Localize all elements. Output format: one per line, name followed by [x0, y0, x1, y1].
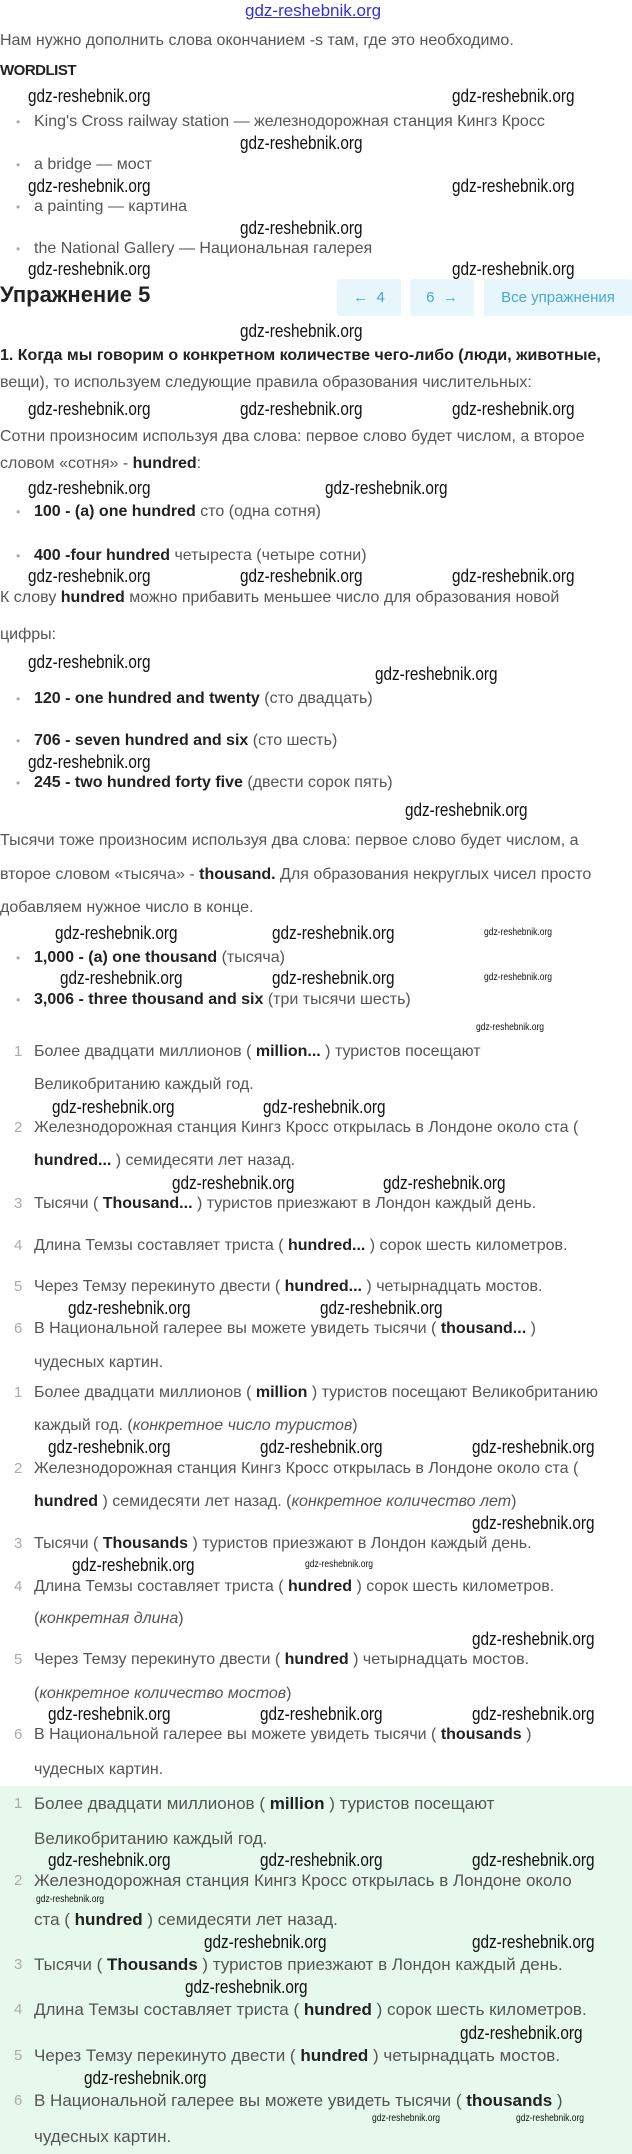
theory-text: Тысячи тоже произносим используя два слова: первое слово будет числом, а — [0, 832, 579, 849]
explained-continuation — [34, 1492, 516, 1512]
wordlist-item-text: a bridge — мост — [34, 156, 152, 173]
watermark: gdz-reshebnik.org — [28, 652, 151, 672]
bullet-icon: • — [16, 776, 21, 790]
watermark: gdz-reshebnik.org — [405, 800, 528, 820]
watermark: gdz-reshebnik.org — [320, 1298, 443, 1318]
t: thousand. — [199, 866, 276, 883]
watermark: gdz-reshebnik.org — [52, 1097, 175, 1117]
answer-item — [14, 1955, 563, 1975]
prev-label: 4 — [376, 289, 385, 306]
watermark: gdz-reshebnik.org — [260, 1437, 383, 1457]
t: Через Темзу перекинуто двести ( — [34, 2046, 301, 2065]
item-number: 1 — [14, 1384, 23, 1401]
t: Железнодорожная станция Кингз Кросс открылась в Лондоне около ста ( — [34, 1460, 579, 1477]
bullet-icon: • — [16, 549, 21, 563]
t: ) семидесяти лет назад. ( — [98, 1493, 292, 1510]
answer-word: thousands — [440, 1726, 522, 1743]
t: Тысячи ( — [34, 1195, 103, 1212]
example-item — [16, 990, 411, 1010]
t: Длина Темзы составляет триста ( — [34, 2000, 304, 2019]
theory-text — [0, 588, 559, 608]
t: Тысячи ( — [34, 1535, 103, 1552]
t: 120 - one hundred and twenty — [34, 690, 260, 707]
wordlist-item — [16, 155, 152, 175]
t: ) туристов приезжают в Лондон каждый день. — [192, 1195, 537, 1212]
watermark: gdz-reshebnik.org — [240, 566, 363, 586]
t: В Национальной галерее вы можете увидеть тысячи ( — [34, 1726, 441, 1743]
t: (сто двадцать) — [259, 690, 373, 707]
item-number: 5 — [14, 1651, 23, 1668]
t: Более двадцати миллионов ( — [34, 1384, 256, 1401]
wordlist-item-text: a painting — картина — [34, 198, 188, 215]
theory-text: вещи), то используем следующие правила образования числительных: — [0, 374, 532, 391]
answer-word: hundred — [300, 2046, 369, 2065]
item-number: 4 — [14, 1578, 23, 1595]
explained-item — [14, 1577, 555, 1597]
t: ) туристов приезжают в Лондон каждый день. — [197, 1955, 563, 1974]
t: Для образования некруглых чисел просто — [275, 866, 592, 883]
bullet-icon: • — [16, 993, 21, 1007]
t: Более двадцати миллионов ( — [34, 1794, 270, 1813]
t: ) четырнадцать мостов. — [368, 2046, 561, 2065]
watermark: gdz-reshebnik.org — [472, 1629, 595, 1649]
t: Длина Темзы составляет триста ( — [34, 1578, 288, 1595]
item-number: 2 — [14, 1460, 23, 1477]
watermark: gdz-reshebnik.org — [472, 1932, 595, 1952]
watermark: gdz-reshebnik.org — [172, 1173, 295, 1193]
t: ) сорок шесть километров. — [352, 1578, 555, 1595]
next-label: 6 — [426, 289, 435, 306]
bullet-icon: • — [16, 692, 21, 706]
answer-item — [14, 2000, 587, 2020]
prev-exercise-button[interactable] — [337, 279, 401, 316]
watermark: gdz-reshebnik.org — [48, 1704, 171, 1724]
watermark: gdz-reshebnik.org — [325, 478, 448, 498]
watermark: gdz-reshebnik.org — [55, 923, 178, 943]
item-number: 6 — [14, 1320, 23, 1337]
t: ( — [34, 1685, 40, 1702]
example-item — [16, 773, 393, 793]
wordlist-item — [16, 197, 188, 217]
explained-item — [14, 1534, 532, 1554]
item-number: 5 — [14, 1278, 23, 1295]
answer-word: thousands — [466, 2091, 553, 2110]
answer-word: Thousands — [102, 1535, 189, 1552]
watermark: gdz-reshebnik.org — [472, 1513, 595, 1533]
t: hundred — [60, 589, 125, 606]
site-watermark-link[interactable]: gdz-reshebnik.org — [245, 1, 382, 20]
watermark: gdz-reshebnik.org — [476, 1022, 545, 1033]
watermark: gdz-reshebnik.org — [28, 259, 151, 279]
watermark: gdz-reshebnik.org — [472, 1850, 595, 1870]
watermark: gdz-reshebnik.org — [72, 1555, 195, 1575]
t: ) — [552, 2091, 563, 2110]
bullet-icon: • — [16, 115, 21, 129]
watermark: gdz-reshebnik.org — [240, 133, 363, 153]
t: ) — [178, 1610, 184, 1627]
watermark: gdz-reshebnik.org — [372, 2113, 441, 2124]
theory-text — [0, 454, 201, 474]
answer-word: thousand... — [440, 1320, 527, 1337]
watermark: gdz-reshebnik.org — [28, 176, 151, 196]
t: каждый год. ( — [34, 1417, 133, 1434]
t: (сто шесть) — [248, 732, 338, 749]
watermark: gdz-reshebnik.org — [48, 1850, 171, 1870]
bullet-icon: • — [16, 158, 21, 172]
note: конкретное количество мостов — [39, 1685, 287, 1702]
t: hundred — [132, 455, 197, 472]
answer-item — [14, 2091, 563, 2111]
theory-text: добавляем нужное число в конце. — [0, 899, 254, 916]
task-continuation — [34, 1151, 295, 1171]
t: ) туристов посещают Великобританию — [307, 1384, 598, 1401]
task-continuation: чудесных картин. — [34, 1354, 164, 1371]
watermark: gdz-reshebnik.org — [263, 1097, 386, 1117]
t: словом «сотня» - — [0, 455, 133, 472]
answer-continuation: чудесных картин. — [34, 2127, 172, 2146]
exercise-title: Упражнение 5 — [0, 282, 151, 307]
item-number: 5 — [14, 2047, 23, 2064]
bullet-icon: • — [16, 242, 21, 256]
wordlist-item-text: the National Gallery — Национальная галерея — [34, 240, 373, 257]
t: четыреста (четыре сотни) — [170, 547, 367, 564]
item-number: 3 — [14, 1195, 23, 1212]
intro-text: Нам нужно дополнить слова окончанием -s там, где это необходимо. — [0, 32, 514, 49]
t: ) четырнадцать мостов. — [361, 1278, 543, 1295]
answer-continuation — [34, 1910, 338, 1930]
t: ) четырнадцать мостов. — [348, 1651, 530, 1668]
watermark: gdz-reshebnik.org — [28, 478, 151, 498]
t: ) — [286, 1685, 292, 1702]
bullet-icon: • — [16, 505, 21, 519]
explained-continuation — [34, 1416, 358, 1436]
answer-word: million... — [255, 1043, 321, 1060]
t: ) семидесяти лет назад. — [111, 1152, 296, 1169]
watermark: gdz-reshebnik.org — [452, 176, 575, 196]
watermark: gdz-reshebnik.org — [452, 259, 575, 279]
watermark: gdz-reshebnik.org — [68, 1298, 191, 1318]
watermark: gdz-reshebnik.org — [204, 1932, 327, 1952]
item-number: 1 — [14, 1043, 23, 1060]
watermark: gdz-reshebnik.org — [516, 2113, 585, 2124]
answer-word: Thousands — [107, 1955, 198, 1974]
t: К слову — [0, 589, 61, 606]
t: 1,000 - (a) one thousand — [34, 949, 218, 966]
watermark: gdz-reshebnik.org — [240, 321, 363, 341]
explained-item — [14, 1459, 579, 1479]
theory-p1: 1. Когда мы говорим о конкретном количестве чего-либо (люди, животные, — [0, 347, 601, 364]
task-item — [14, 1236, 568, 1256]
t: Железнодорожная станция Кингз Кросс открылась в Лондоне около — [34, 1871, 572, 1890]
t: В Национальной галерее вы можете увидеть тысячи ( — [34, 2091, 467, 2110]
answer-word: hundred — [303, 2000, 372, 2019]
t: (тысяча) — [217, 949, 285, 966]
answer-item — [14, 1871, 572, 1891]
task-item — [14, 1319, 536, 1339]
theory-text — [0, 346, 601, 366]
watermark: gdz-reshebnik.org — [460, 2023, 583, 2043]
watermark: gdz-reshebnik.org — [36, 1894, 105, 1905]
answer-word: hundred... — [34, 1152, 112, 1169]
note: конкретное число туристов — [132, 1417, 353, 1434]
t: 3,006 - three thousand and six — [34, 991, 264, 1008]
item-number: 2 — [14, 1119, 23, 1136]
answer-word: hundred... — [284, 1278, 362, 1295]
watermark: gdz-reshebnik.org — [28, 752, 151, 772]
wordlist-item-text: King's Cross railway station — железнодорожная станция Кингз Кросс — [34, 113, 545, 130]
t: 706 - seven hundred and six — [34, 732, 249, 749]
t: ста ( — [34, 1910, 75, 1929]
answer-word: million — [255, 1384, 308, 1401]
watermark: gdz-reshebnik.org — [48, 1437, 171, 1457]
watermark: gdz-reshebnik.org — [240, 218, 363, 238]
example-item — [16, 731, 338, 751]
watermark: gdz-reshebnik.org — [452, 566, 575, 586]
t: ) — [352, 1417, 358, 1434]
theory-text: цифры: — [0, 626, 57, 643]
answer-word: hundred — [288, 1578, 352, 1595]
item-number: 6 — [14, 1726, 23, 1743]
bullet-icon: • — [16, 734, 21, 748]
answer-continuation: Великобританию каждый год. — [34, 1829, 268, 1848]
task-continuation: Великобританию каждый год. — [34, 1076, 254, 1093]
t: ) семидесяти лет назад. — [142, 1910, 338, 1929]
watermark: gdz-reshebnik.org — [484, 972, 553, 983]
task-item — [14, 1277, 543, 1297]
explained-continuation — [34, 1609, 184, 1629]
example-item — [16, 948, 285, 968]
answer-item — [14, 2046, 561, 2066]
item-number: 1 — [14, 1795, 23, 1812]
t: сто (одна сотня) — [195, 503, 322, 520]
arrow-left-icon: ← — [353, 289, 377, 306]
watermark: gdz-reshebnik.org — [240, 399, 363, 419]
t: ) — [526, 1320, 536, 1337]
t: ) — [521, 1726, 532, 1743]
note: конкретное количество лет — [291, 1493, 512, 1510]
next-exercise-button[interactable] — [410, 279, 474, 316]
watermark: gdz-reshebnik.org — [452, 86, 575, 106]
watermark: gdz-reshebnik.org — [272, 968, 395, 988]
t: Железнодорожная станция Кингз Кросс открылась в Лондоне около ста ( — [34, 1119, 579, 1136]
wordlist-item — [16, 112, 545, 132]
t: ) туристов посещают — [324, 1794, 495, 1813]
item-number: 4 — [14, 2001, 23, 2018]
watermark: gdz-reshebnik.org — [383, 1173, 506, 1193]
t: Более двадцати миллионов ( — [34, 1043, 256, 1060]
t: ( — [34, 1610, 40, 1627]
watermark: gdz-reshebnik.org — [472, 1437, 595, 1457]
t: (двести сорок пять) — [242, 774, 393, 791]
example-item — [16, 689, 373, 709]
explained-item — [14, 1650, 530, 1670]
watermark: gdz-reshebnik.org — [260, 1850, 383, 1870]
watermark: gdz-reshebnik.org — [260, 1704, 383, 1724]
theory-text: Сотни произносим используя два слова: первое слово будет числом, а второе — [0, 428, 585, 445]
answer-word: hundred — [284, 1651, 349, 1668]
explained-continuation — [34, 1684, 291, 1704]
task-item — [14, 1042, 481, 1062]
item-number: 6 — [14, 2092, 23, 2109]
watermark: gdz-reshebnik.org — [60, 968, 183, 988]
t: В Национальной галерее вы можете увидеть тысячи ( — [34, 1320, 441, 1337]
t: Через Темзу перекинуто двести ( — [34, 1651, 285, 1668]
answer-word: hundred... — [288, 1237, 366, 1254]
t: 400 -four hundred — [34, 547, 171, 564]
item-number: 2 — [14, 1872, 23, 1889]
watermark: gdz-reshebnik.org — [272, 923, 395, 943]
item-number: 3 — [14, 1956, 23, 1973]
t: : — [196, 455, 202, 472]
answer-item — [14, 1794, 495, 1814]
theory-text — [0, 865, 591, 885]
watermark: gdz-reshebnik.org — [185, 1977, 308, 1997]
explained-continuation: чудесных картин. — [34, 1761, 164, 1778]
explained-item — [14, 1383, 598, 1403]
all-exercises-button[interactable] — [484, 279, 632, 316]
example-item — [16, 546, 367, 566]
watermark: gdz-reshebnik.org — [305, 1559, 374, 1570]
t: ) туристов приезжают в Лондон каждый день. — [188, 1535, 532, 1552]
answer-word: million — [269, 1794, 325, 1813]
example-item — [16, 502, 322, 522]
t: ) сорок шесть километров. — [365, 1237, 568, 1254]
t: 100 - (a) one hundred — [34, 503, 196, 520]
t: 245 - two hundred forty five — [34, 774, 243, 791]
note: конкретная длина — [39, 1610, 179, 1627]
t: (три тысячи шесть) — [263, 991, 411, 1008]
wordlist-item — [16, 239, 373, 259]
t: Тысячи ( — [34, 1955, 108, 1974]
answer-word: hundred — [74, 1910, 143, 1929]
bullet-icon: • — [16, 200, 21, 214]
t: ) сорок шесть километров. — [371, 2000, 587, 2019]
watermark: gdz-reshebnik.org — [472, 1704, 595, 1724]
bullet-icon: • — [16, 951, 21, 965]
watermark: gdz-reshebnik.org — [28, 86, 151, 106]
answer-word: hundred — [34, 1493, 98, 1510]
item-number: 4 — [14, 1237, 23, 1254]
t: Через Темзу перекинуто двести ( — [34, 1278, 285, 1295]
watermark: gdz-reshebnik.org — [84, 2068, 207, 2088]
task-item — [14, 1194, 537, 1214]
t: можно прибавить меньшее число для образования новой — [124, 589, 560, 606]
t: ) туристов посещают — [320, 1043, 481, 1060]
t: Длина Темзы составляет триста ( — [34, 1237, 288, 1254]
watermark: gdz-reshebnik.org — [484, 927, 553, 938]
watermark: gdz-reshebnik.org — [452, 399, 575, 419]
wordlist-title: WORDLIST — [0, 62, 76, 79]
task-item — [14, 1118, 579, 1138]
all-label: Все упражнения — [501, 289, 615, 306]
t: второе словом «тысяча» - — [0, 866, 200, 883]
watermark: gdz-reshebnik.org — [375, 664, 498, 684]
item-number: 3 — [14, 1535, 23, 1552]
arrow-right-icon: → — [434, 289, 458, 306]
watermark: gdz-reshebnik.org — [28, 566, 151, 586]
explained-item — [14, 1725, 532, 1745]
answer-word: Thousand... — [102, 1195, 193, 1212]
t: ) — [511, 1493, 517, 1510]
watermark: gdz-reshebnik.org — [28, 399, 151, 419]
